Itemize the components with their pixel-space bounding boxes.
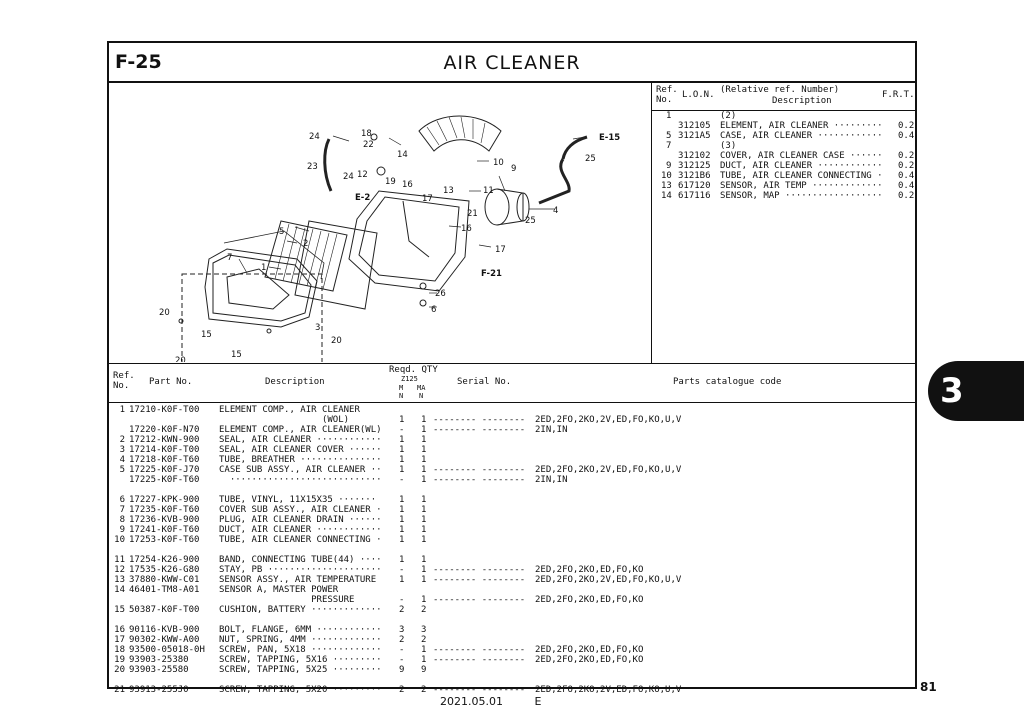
table-row: 21 93913-255J0 SCREW, TAPPING, 5X20 ········· 2 2 -------- -------- 2ED,2FO,2KO,2V,ED,FO,KO,U,V — [114, 685, 682, 695]
table-row: PRESSURE - 1 -------- -------- 2ED,2FO,2KO,ED,FO,KO — [219, 595, 644, 605]
page-title: AIR CLEANER — [443, 52, 581, 74]
callout: 19 — [385, 177, 396, 187]
frt-row: 312105 ELEMENT, AIR CLEANER ········· 0.2 — [678, 121, 915, 131]
frt-row: 13 617120 SENSOR, AIR TEMP ············· 0.4 — [661, 181, 915, 191]
page-number: 81 — [920, 680, 937, 694]
footer-date: 2021.05.01 — [440, 695, 503, 708]
section-tab — [928, 361, 1024, 421]
cover-outline — [205, 249, 317, 327]
callout: 22 — [363, 140, 374, 150]
section-tab-label: 3 — [940, 371, 964, 411]
callout: 16 — [461, 224, 472, 234]
callout: 12 — [357, 170, 368, 180]
table-row: 17225-K0F-T60 ···························· - 1 -------- -------- 2IN,IN — [129, 475, 568, 485]
page-id: F-25 — [115, 51, 162, 73]
callout: 17 — [422, 194, 433, 204]
exploded-diagram — [109, 81, 652, 364]
frt-row: 5 3121A5 CASE, AIR CLEANER ············ 0.4 — [666, 131, 915, 141]
callout-labels — [115, 129, 632, 362]
table-row: 17220-K0F-N70 ELEMENT COMP., AIR CLEANER(WL) - 1 -------- -------- 2IN,IN — [129, 425, 568, 435]
callout: 6 — [431, 305, 437, 315]
callout: 15 — [201, 330, 212, 340]
col-ma: MA — [417, 384, 426, 392]
table-row: 11 17254-K26-900 BAND, CONNECTING TUBE(44) ···· 1 1 — [114, 555, 427, 565]
col-description: Description — [265, 377, 325, 387]
callout: 5 — [279, 227, 285, 237]
diagram-drawing — [109, 81, 650, 362]
table-row: 18 93500-05018-0H SCREW, PAN, 5X18 ············· - 1 -------- -------- 2ED,2FO,2KO,ED,FO,KO — [114, 645, 644, 655]
frt-header-frt: F.R.T. — [882, 90, 915, 100]
table-row: 16 90116-KVB-900 BOLT, FLANGE, 6MM ············ 3 3 — [114, 625, 427, 635]
frt-header-ref: Ref. — [656, 85, 678, 95]
col-n1: N — [399, 392, 404, 400]
callout: 17 — [495, 245, 506, 255]
callout: 23 — [307, 162, 318, 172]
table-row: 17 90302-KWW-A00 NUT, SPRING, 4MM ············· 2 2 — [114, 635, 427, 645]
col-m: M — [399, 384, 404, 392]
col-part-no: Part No. — [149, 377, 193, 387]
table-row: 6 17227-KPK-900 TUBE, VINYL, 11X15X35 ······· 1 1 — [119, 495, 427, 505]
callout: 15 — [231, 350, 242, 360]
frt-row: 7 (3) — [666, 141, 737, 151]
col-n2: N — [419, 392, 424, 400]
table-row: 1 17210-K0F-T00 ELEMENT COMP., AIR CLEANER — [119, 405, 360, 415]
frt-row: 14 617116 SENSOR, MAP ·················· 0.2 — [661, 191, 915, 201]
frt-header-lon: L.O.N. — [682, 90, 715, 100]
frt-header-no: No. — [656, 95, 673, 105]
callout: 4 — [553, 206, 559, 216]
table-row: 5 17225-K0F-J70 CASE SUB ASSY., AIR CLEANER ·· 1 1 -------- -------- 2ED,2FO,2KO,2V,ED,FO,KO,U,V — [119, 465, 682, 475]
table-row: (WOL) 1 1 -------- -------- 2ED,2FO,2KO,2V,ED,FO,KO,U,V — [219, 415, 682, 425]
callout: 7 — [227, 253, 233, 263]
col-reqd-qty: Reqd. QTY — [389, 365, 438, 375]
callout: 24 — [343, 172, 354, 182]
frt-header-desc2: Description — [772, 96, 832, 106]
callout-ref: E-2 — [355, 193, 371, 203]
table-row: 14 46401-TM8-A01 SENSOR A, MASTER POWER — [114, 585, 339, 595]
callout: 26 — [435, 289, 446, 299]
callout: 25 — [585, 154, 596, 164]
callout: 14 — [397, 150, 408, 160]
col-catalogue: Parts catalogue code — [673, 377, 782, 387]
table-row: 12 17535-K26-G80 STAY, PB ····················· - 1 -------- -------- 2ED,2FO,2KO,ED,FO,KO — [114, 565, 644, 575]
table-row: 3 17214-K0F-T00 SEAL, AIR CLEANER COVER ······ 1 1 — [119, 445, 427, 455]
callout: 18 — [361, 129, 372, 139]
frt-row: 9 312125 DUCT, AIR CLEANER ············ 0.2 — [666, 161, 915, 171]
callout: 21 — [467, 209, 478, 219]
col-ref-no: No. — [113, 381, 130, 391]
footer — [440, 695, 569, 708]
callout: 2 — [303, 239, 309, 249]
table-row: 10 17253-K0F-T60 TUBE, AIR CLEANER CONNECTING · 1 1 — [114, 535, 427, 545]
table-row: 8 17236-KVB-900 PLUG, AIR CLEANER DRAIN ······ 1 1 — [119, 515, 427, 525]
footer-edition: E — [534, 695, 542, 708]
callout: 25 — [525, 216, 536, 226]
frt-row: 1 (2) — [666, 111, 737, 121]
col-serial: Serial No. — [457, 377, 512, 387]
page-frame — [107, 41, 917, 695]
table-row: 9 17241-K0F-T60 DUCT, AIR CLEANER ············ 1 1 — [119, 525, 427, 535]
frt-row: 10 3121B6 TUBE, AIR CLEANER CONNECTING · 0.4 — [661, 171, 915, 181]
callout-ref: E-15 — [599, 133, 621, 143]
callout: 20 — [331, 336, 342, 346]
callout-ref: F-21 — [481, 269, 502, 279]
callout: 13 — [443, 186, 454, 196]
col-ref: Ref. — [113, 371, 135, 381]
table-row: 4 17218-K0F-T60 TUBE, BREATHER ··············· 1 1 — [119, 455, 427, 465]
callout: 24 — [309, 132, 320, 142]
col-model: Z125 — [401, 375, 418, 383]
table-row: 7 17235-K0F-T60 COVER SUB ASSY., AIR CLEANER · 1 1 — [119, 505, 427, 515]
callout: 16 — [402, 180, 413, 190]
callout: 9 — [511, 164, 517, 174]
frt-header-desc1: (Relative ref. Number) — [720, 85, 840, 95]
callout: 1 — [261, 263, 267, 273]
table-row: 20 93903-25580 SCREW, TAPPING, 5X25 ········· 9 9 — [114, 665, 427, 675]
table-row: 19 93903-25380 SCREW, TAPPING, 5X16 ········· - 1 -------- -------- 2ED,2FO,2KO,ED,FO,KO — [114, 655, 644, 665]
parts-table-header — [109, 364, 915, 403]
table-row: 13 37880-KWW-C01 SENSOR ASSY., AIR TEMPERATURE 1 1 -------- -------- 2ED,2FO,2KO,2V,ED,FO,KO,U,V — [114, 575, 682, 585]
callout: 10 — [493, 158, 504, 168]
table-row: 15 50387-K0F-T00 CUSHION, BATTERY ············· 2 2 — [114, 605, 427, 615]
table-row: 2 17212-KWN-900 SEAL, AIR CLEANER ············ 1 1 — [119, 435, 427, 445]
frt-row: 312102 COVER, AIR CLEANER CASE ······ 0.2 — [678, 151, 915, 161]
callout: 20 — [175, 356, 186, 362]
callout: 11 — [483, 186, 494, 196]
page-header — [109, 43, 915, 83]
frt-table — [652, 81, 915, 364]
callout: 3 — [315, 323, 321, 333]
callout: 20 — [159, 308, 170, 318]
